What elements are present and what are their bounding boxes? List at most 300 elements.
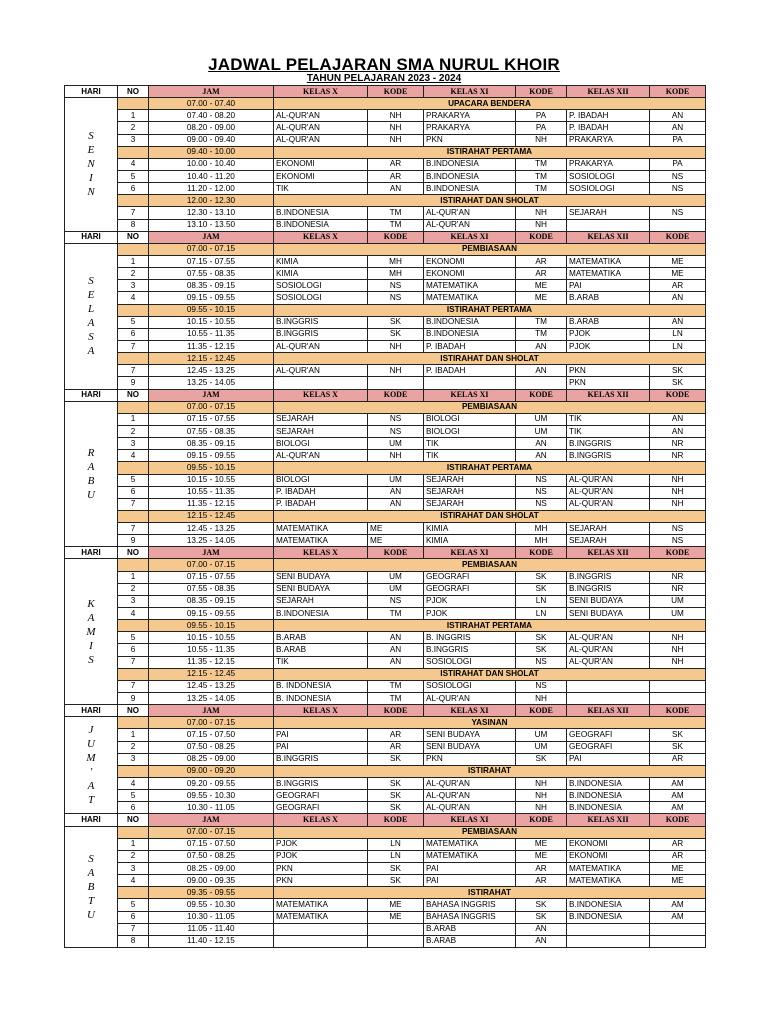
no-cell: 1 [118,838,149,850]
kelas-xi-code: NH [516,778,567,790]
day-header-row [65,705,706,717]
kelas-xi-code: ME [516,850,567,862]
time-cell: 10.00 - 10.40 [149,158,274,170]
no-cell: 3 [118,438,149,450]
kelas-xii-subject [567,680,650,692]
no-cell: 8 [118,935,149,947]
day-letter: M [86,625,96,638]
time-cell: 07.00 - 07.15 [149,826,274,838]
day-letter: K [87,597,95,610]
kelas-xii-code: NR [650,583,706,595]
kelas-xi-code: ME [516,292,567,304]
kelas-xii-code: ME [650,875,706,887]
kelas-xii-subject: B.ARAB [567,316,650,328]
break-label: PEMBIASAAN [274,559,706,571]
kelas-xii-code: NR [650,438,706,450]
no-cell: 4 [118,608,149,620]
kelas-xii-subject: B.INDONESIA [567,899,650,911]
header-kode-xii: KODE [650,705,706,717]
table-row [65,935,706,947]
day-letter: M [86,752,96,765]
kelas-x-subject: BIOLOGI [274,438,368,450]
day-letter: A [87,611,95,624]
header-kelas-xi: KELAS XI [424,86,516,98]
header-kode-x: KODE [368,86,424,98]
kelas-x-subject: AL-QUR'AN [274,340,368,352]
kelas-xi-subject: BAHASA INGGRIS [424,899,516,911]
kelas-x-subject: SENI BUDAYA [274,583,368,595]
day-letter: S [88,331,94,344]
table-row [65,268,706,280]
no-cell: 9 [118,693,149,705]
kelas-xi-code: AN [516,340,567,352]
time-cell: 12.45 - 13.25 [149,680,274,692]
time-cell: 12.45 - 13.25 [149,523,274,535]
kelas-xi-code: AR [516,268,567,280]
time-cell: 08.35 - 09.15 [149,280,274,292]
time-cell: 12.45 - 13.25 [149,365,274,377]
kelas-x-code: TM [368,219,424,231]
header-kelas-x: KELAS X [274,86,368,98]
kelas-xi-subject: P. IBADAH [424,340,516,352]
table-row [65,535,706,547]
kelas-xi-code: NH [516,134,567,146]
table-row [65,438,706,450]
kelas-xii-code: ME [650,255,706,267]
no-cell: 3 [118,134,149,146]
kelas-xii-subject: PJOK [567,328,650,340]
kelas-x-code: NH [368,122,424,134]
table-row [65,170,706,182]
day-letter: S [88,653,94,666]
kelas-x-code: AR [368,729,424,741]
kelas-x-code [368,377,424,389]
kelas-x-code: NH [368,365,424,377]
page-title: JADWAL PELAJARAN SMA NURUL KHOIR [208,55,560,74]
no-cell: 1 [118,255,149,267]
day-letter: ' [89,766,93,779]
no-cell: 4 [118,450,149,462]
break-label: UPACARA BENDERA [274,98,706,110]
day-letter: N [87,158,95,171]
no-cell: 3 [118,280,149,292]
kelas-xi-code: NH [516,207,567,219]
kelas-xii-code: NR [650,571,706,583]
page-subtitle: TAHUN PELAJARAN 2023 - 2024 [306,73,462,84]
break-row [65,462,706,474]
kelas-x-code: SK [368,316,424,328]
time-cell: 07.00 - 07.15 [149,243,274,255]
day-letter: T [87,794,95,807]
kelas-xi-subject: B.INDONESIA [424,158,516,170]
kelas-xi-subject: AL-QUR'AN [424,790,516,802]
kelas-x-code: AN [368,644,424,656]
kelas-xii-code: PA [650,134,706,146]
kelas-x-subject: PAI [274,729,368,741]
kelas-x-subject: EKONOMI [274,158,368,170]
kelas-x-code: UM [368,438,424,450]
no-cell: 2 [118,741,149,753]
day-label [65,559,118,705]
header-kelas-x: KELAS X [274,231,368,243]
no-cell: 6 [118,183,149,195]
kelas-xii-subject: PKN [567,365,650,377]
kelas-xii-code: AN [650,316,706,328]
kelas-xi-subject: AL-QUR'AN [424,693,516,705]
time-cell: 09.00 - 09.35 [149,875,274,887]
table-row [65,608,706,620]
header-hari: HARI [65,231,118,243]
break-row [65,510,706,522]
kelas-xi-subject: KIMIA [424,535,516,547]
time-cell: 09.00 - 09.40 [149,134,274,146]
table-row [65,255,706,267]
time-cell: 10.40 - 11.20 [149,170,274,182]
kelas-xi-code: TM [516,183,567,195]
break-label: YASINAN [274,717,706,729]
table-row [65,219,706,231]
time-cell: 13.25 - 14.05 [149,535,274,547]
kelas-xii-code: UM [650,608,706,620]
time-cell: 07.15 - 07.50 [149,729,274,741]
kelas-xii-code: NH [650,656,706,668]
kelas-xii-code: LN [650,328,706,340]
table-row [65,413,706,425]
kelas-xii-code: AR [650,753,706,765]
kelas-xi-subject: PJOK [424,608,516,620]
time-cell: 10.15 - 10.55 [149,474,274,486]
kelas-xii-code: AN [650,413,706,425]
kelas-xi-subject: B.ARAB [424,935,516,947]
kelas-x-subject: PAI [274,741,368,753]
kelas-xii-code: LN [650,340,706,352]
kelas-xi-code: AN [516,365,567,377]
kelas-xii-code: NH [650,498,706,510]
no-cell: 7 [118,365,149,377]
kelas-x-subject: MATEMATIKA [274,535,368,547]
header-kode-xi: KODE [516,705,567,717]
kelas-xii-subject: B.INDONESIA [567,790,650,802]
kelas-xii-code: AN [650,122,706,134]
break-label: PEMBIASAAN [274,401,706,413]
kelas-xii-subject: B.INGGRIS [567,571,650,583]
day-letter: A [87,780,95,793]
time-cell: 13.10 - 13.50 [149,219,274,231]
no-cell [118,353,149,365]
time-cell: 08.35 - 09.15 [149,595,274,607]
time-cell: 07.55 - 08.35 [149,425,274,437]
break-label: ISTIRAHAT DAN SHOLAT [274,353,706,365]
table-row [65,280,706,292]
break-label: PEMBIASAAN [274,243,706,255]
break-row [65,353,706,365]
kelas-xii-subject: SOSIOLOGI [567,183,650,195]
kelas-x-subject: B.ARAB [274,644,368,656]
kelas-xi-code: AN [516,935,567,947]
time-cell: 09.15 - 09.55 [149,292,274,304]
kelas-x-code [368,923,424,935]
time-cell: 09.35 - 09.55 [149,887,274,899]
kelas-xii-subject: MATEMATIKA [567,268,650,280]
kelas-x-code: TM [368,608,424,620]
break-row [65,401,706,413]
kelas-xii-code: NH [650,486,706,498]
kelas-xii-subject: SOSIOLOGI [567,170,650,182]
no-cell [118,401,149,413]
no-cell [118,668,149,680]
kelas-xi-code: UM [516,425,567,437]
kelas-xii-code: NS [650,207,706,219]
kelas-xi-subject: PKN [424,753,516,765]
kelas-x-code: NH [368,134,424,146]
header-kode-xii: KODE [650,231,706,243]
kelas-x-code: SK [368,863,424,875]
table-row [65,110,706,122]
kelas-x-code: ME [368,523,424,535]
kelas-x-subject [274,377,368,389]
kelas-x-code: MH [368,268,424,280]
kelas-xii-code [650,693,706,705]
kelas-xi-subject: MATEMATIKA [424,280,516,292]
kelas-xii-code: NS [650,523,706,535]
kelas-x-code: AR [368,170,424,182]
header-no: NO [118,814,149,826]
break-row [65,826,706,838]
time-cell: 10.55 - 11.35 [149,328,274,340]
no-cell: 9 [118,377,149,389]
kelas-xii-code: AM [650,911,706,923]
kelas-xi-subject: PJOK [424,595,516,607]
no-cell [118,195,149,207]
time-cell: 11.05 - 11.40 [149,923,274,935]
kelas-x-code: NS [368,595,424,607]
kelas-xi-code: NS [516,680,567,692]
day-letter: U [87,908,95,921]
no-cell: 5 [118,474,149,486]
no-cell: 2 [118,122,149,134]
break-label: ISTIRAHAT DAN SHOLAT [274,510,706,522]
kelas-xi-subject: MATEMATIKA [424,292,516,304]
kelas-xii-subject: AL-QUR'AN [567,644,650,656]
header-kode-xi: KODE [516,547,567,559]
kelas-x-subject: KIMIA [274,268,368,280]
time-cell: 10.15 - 10.55 [149,316,274,328]
day-letter: I [89,172,93,185]
kelas-xii-code: AM [650,778,706,790]
kelas-xi-code: SK [516,583,567,595]
kelas-x-subject: B. INDONESIA [274,693,368,705]
kelas-x-subject: AL-QUR'AN [274,122,368,134]
kelas-x-subject: AL-QUR'AN [274,365,368,377]
kelas-xi-code: SK [516,911,567,923]
kelas-xii-code [650,935,706,947]
time-cell: 08.35 - 09.15 [149,438,274,450]
no-cell: 7 [118,498,149,510]
kelas-x-subject: B.ARAB [274,632,368,644]
time-cell: 07.15 - 07.55 [149,571,274,583]
kelas-xii-subject: MATEMATIKA [567,875,650,887]
time-cell: 09.40 - 10.00 [149,146,274,158]
time-cell: 09.55 - 10.15 [149,620,274,632]
table-row [65,523,706,535]
no-cell: 6 [118,486,149,498]
header-kelas-x: KELAS X [274,389,368,401]
kelas-xii-subject: GEOGRAFI [567,729,650,741]
header-hari: HARI [65,86,118,98]
kelas-x-subject: B. INDONESIA [274,680,368,692]
table-row [65,632,706,644]
kelas-xi-subject: TIK [424,438,516,450]
kelas-xii-code: AM [650,899,706,911]
kelas-x-subject: PKN [274,875,368,887]
kelas-x-subject: B.INGGRIS [274,316,368,328]
kelas-xii-code [650,680,706,692]
kelas-xii-code: AN [650,425,706,437]
kelas-x-code: SK [368,753,424,765]
table-row [65,656,706,668]
header-no: NO [118,389,149,401]
day-letter: T [87,894,95,907]
kelas-x-code: ME [368,899,424,911]
break-row [65,717,706,729]
kelas-x-subject: TIK [274,656,368,668]
day-letter: A [87,866,95,879]
header-kode-x: KODE [368,547,424,559]
time-cell: 10.55 - 11.35 [149,486,274,498]
time-cell: 12.00 - 12.30 [149,195,274,207]
kelas-x-code: NS [368,413,424,425]
kelas-xi-subject: PKN [424,134,516,146]
no-cell: 5 [118,170,149,182]
header-no: NO [118,547,149,559]
table-row [65,207,706,219]
table-row [65,474,706,486]
kelas-xi-code: PA [516,122,567,134]
kelas-x-subject [274,923,368,935]
day-letter: B [87,475,95,487]
no-cell: 2 [118,583,149,595]
kelas-xii-code: SK [650,377,706,389]
table-row [65,134,706,146]
kelas-xi-subject: SEJARAH [424,498,516,510]
kelas-xi-subject: PRAKARYA [424,122,516,134]
kelas-xii-subject: SEJARAH [567,207,650,219]
day-letter: A [87,461,95,473]
no-cell: 6 [118,802,149,814]
kelas-xi-subject: KIMIA [424,523,516,535]
no-cell: 7 [118,207,149,219]
day-letter: S [88,275,94,288]
header-kelas-xii: KELAS XII [567,389,650,401]
kelas-xi-code [516,377,567,389]
kelas-x-code: AR [368,158,424,170]
kelas-xii-subject: TIK [567,413,650,425]
day-letter: I [89,639,93,652]
kelas-xii-code [650,219,706,231]
header-kelas-xi: KELAS XI [424,231,516,243]
kelas-x-subject: PJOK [274,838,368,850]
kelas-xi-code: UM [516,729,567,741]
kelas-x-subject: B.INDONESIA [274,219,368,231]
kelas-xii-code: AR [650,280,706,292]
time-cell: 12.15 - 12.45 [149,668,274,680]
kelas-xi-subject: B. INGGRIS [424,632,516,644]
break-row [65,304,706,316]
table-row [65,802,706,814]
no-cell: 9 [118,535,149,547]
time-cell: 10.30 - 11.05 [149,911,274,923]
header-hari: HARI [65,547,118,559]
header-hari: HARI [65,705,118,717]
day-letter: U [87,738,95,751]
kelas-xii-code: NS [650,535,706,547]
kelas-xi-subject: PRAKARYA [424,110,516,122]
no-cell [118,887,149,899]
kelas-xi-code: NS [516,656,567,668]
header-kelas-x: KELAS X [274,705,368,717]
kelas-x-code: ME [368,535,424,547]
kelas-x-code: SK [368,790,424,802]
header-no: NO [118,86,149,98]
no-cell [118,510,149,522]
no-cell [118,717,149,729]
kelas-xi-subject: MATEMATIKA [424,850,516,862]
table-row [65,911,706,923]
time-cell: 11.20 - 12.00 [149,183,274,195]
kelas-x-code: ME [368,911,424,923]
kelas-xii-code: NR [650,450,706,462]
kelas-xi-code: AR [516,255,567,267]
kelas-xii-subject [567,693,650,705]
time-cell: 07.00 - 07.15 [149,401,274,413]
kelas-xii-subject: PAI [567,280,650,292]
kelas-x-subject: P. IBADAH [274,486,368,498]
time-cell: 12.15 - 12.45 [149,510,274,522]
kelas-xi-subject: PAI [424,875,516,887]
kelas-xi-code: AN [516,450,567,462]
kelas-xi-code: NH [516,693,567,705]
kelas-xi-subject: SEJARAH [424,474,516,486]
kelas-xii-subject: SENI BUDAYA [567,608,650,620]
kelas-xii-code: AN [650,110,706,122]
kelas-x-code: SK [368,802,424,814]
time-cell: 09.00 - 09.20 [149,765,274,777]
kelas-x-code: UM [368,583,424,595]
kelas-x-code: NH [368,450,424,462]
header-kelas-x: KELAS X [274,814,368,826]
header-kode-x: KODE [368,814,424,826]
header-kelas-x: KELAS X [274,547,368,559]
kelas-xii-code: UM [650,595,706,607]
time-cell: 08.25 - 09.00 [149,863,274,875]
kelas-xi-code: TM [516,158,567,170]
time-cell: 07.00 - 07.40 [149,98,274,110]
kelas-xii-subject [567,935,650,947]
day-letter: S [88,852,94,865]
kelas-x-code: NH [368,340,424,352]
kelas-xi-code: MH [516,535,567,547]
time-cell: 11.35 - 12.15 [149,656,274,668]
day-header-row [65,547,706,559]
time-cell: 10.15 - 10.55 [149,632,274,644]
day-letter: L [87,303,95,316]
no-cell [118,304,149,316]
kelas-xii-subject: SEJARAH [567,535,650,547]
day-label [65,717,118,814]
table-row [65,183,706,195]
break-label: ISTIRAHAT [274,765,706,777]
kelas-xi-subject: B.INDONESIA [424,170,516,182]
